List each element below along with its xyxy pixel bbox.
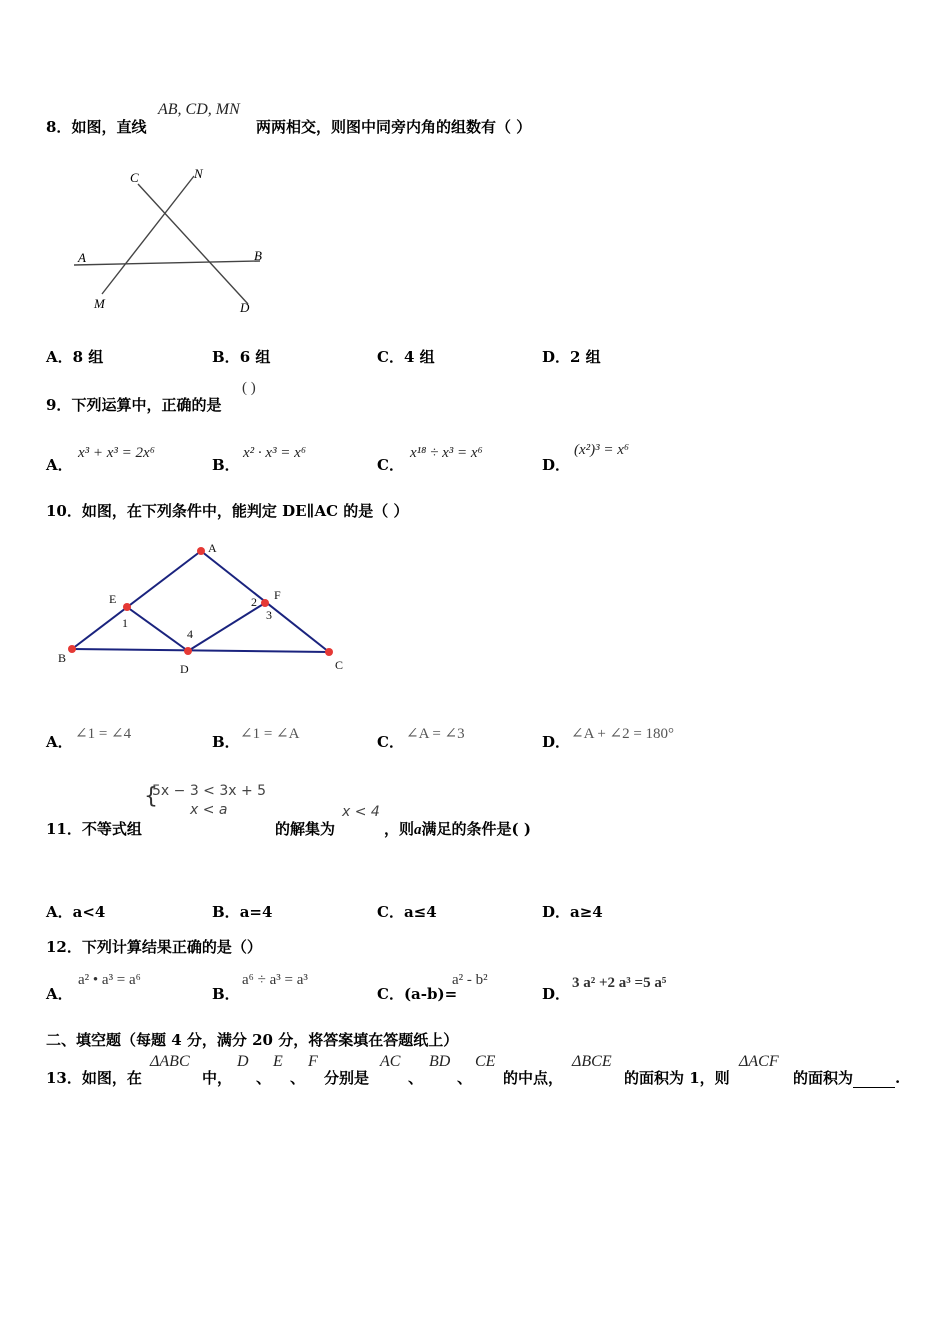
q12-stem: 12．下列计算结果正确的是（） bbox=[46, 938, 262, 956]
q13-triangle-acf: ΔACF bbox=[739, 1053, 779, 1070]
q12-option-b-math[interactable]: a⁶ ÷ a³ = a³ bbox=[242, 972, 308, 988]
q11-option-c[interactable]: C．a≤4 bbox=[377, 903, 437, 921]
q12-option-d-text[interactable]: 3 a² +2 a³ =5 a⁵ bbox=[572, 975, 667, 991]
q11-solution-math: x < 4 bbox=[342, 804, 380, 820]
point-f bbox=[261, 599, 269, 607]
q8-option-c[interactable]: C．4 组 bbox=[377, 348, 435, 366]
line-cd bbox=[138, 184, 248, 304]
q9-paren: ( ) bbox=[242, 380, 256, 396]
q9-option-d-letter[interactable]: D． bbox=[542, 456, 571, 474]
q11-option-b[interactable]: B．a=4 bbox=[212, 903, 273, 921]
q13-segment-ac: AC bbox=[380, 1053, 401, 1070]
q13-stem-start: 13．如图，在 bbox=[46, 1069, 142, 1087]
label-c: C bbox=[130, 170, 139, 185]
q13-triangle-bce: ΔBCE bbox=[572, 1053, 612, 1070]
q9-option-c-math[interactable]: x¹⁸ ÷ x³ = x⁶ bbox=[410, 445, 483, 461]
q11-option-d[interactable]: D．a≥4 bbox=[542, 903, 603, 921]
q12-option-a-letter[interactable]: A． bbox=[46, 985, 73, 1003]
q13-t2: 中， bbox=[202, 1069, 233, 1087]
q11-stem-tail: ，则a满足的条件是( ) bbox=[384, 820, 531, 838]
point-d bbox=[184, 647, 192, 655]
q12-option-d-letter[interactable]: D． bbox=[542, 985, 571, 1003]
label-d: D bbox=[180, 662, 189, 676]
q11-stem: 11．不等式组 bbox=[46, 820, 142, 838]
line-mn bbox=[102, 176, 194, 294]
q9-stem: 9．下列运算中，正确的是 bbox=[46, 396, 222, 414]
q8-stem: 8．如图，直线 bbox=[46, 118, 147, 136]
label-b: B bbox=[254, 248, 262, 263]
q13-point-d: D bbox=[237, 1053, 249, 1070]
q13-triangle-abc: ΔABC bbox=[150, 1053, 190, 1070]
q12-option-b-letter[interactable]: B． bbox=[212, 985, 240, 1003]
q8-lines-math: AB, CD, MN bbox=[158, 101, 240, 118]
q9-option-d-math[interactable]: (x²)³ = x⁶ bbox=[574, 442, 630, 458]
line-ab bbox=[74, 261, 260, 265]
angle-4: 4 bbox=[187, 627, 193, 641]
q9-option-a-math[interactable]: x³ + x³ = 2x⁶ bbox=[78, 445, 155, 461]
q13-segment-bd: BD bbox=[429, 1053, 451, 1070]
q11-system-line2: x < a bbox=[190, 802, 228, 818]
q12-option-c-math[interactable]: a² - b² bbox=[452, 972, 488, 988]
point-a bbox=[197, 547, 205, 555]
section-2-heading: 二、填空题（每题 4 分，满分 20 分，将答案填在答题纸上） bbox=[46, 1031, 459, 1049]
angle-1: 1 bbox=[122, 616, 128, 630]
angle-2: 2 bbox=[251, 595, 257, 609]
label-b: B bbox=[58, 651, 67, 665]
q9-option-a-letter[interactable]: A． bbox=[46, 456, 73, 474]
q11-system-line1: 5x − 3 < 3x + 5 bbox=[152, 783, 267, 799]
q10-option-d-letter[interactable]: D． bbox=[542, 733, 571, 751]
q12-option-c[interactable]: C．(a-b)= bbox=[377, 985, 458, 1003]
segment-ed bbox=[127, 607, 188, 651]
q13-t6: 、 bbox=[408, 1069, 424, 1087]
label-m: M bbox=[94, 296, 105, 311]
q10-option-b-letter[interactable]: B． bbox=[212, 733, 240, 751]
segment-df bbox=[188, 603, 265, 651]
q10-option-a-math[interactable]: ∠1 = ∠4 bbox=[75, 726, 132, 742]
q10-option-a-letter[interactable]: A． bbox=[46, 733, 73, 751]
q10-figure bbox=[55, 538, 355, 678]
q13-answer-blank[interactable] bbox=[853, 1073, 895, 1088]
label-a: A bbox=[208, 541, 217, 555]
q13-point-f: F bbox=[308, 1053, 318, 1070]
q8-option-a[interactable]: A．8 组 bbox=[46, 348, 104, 366]
label-e: E bbox=[109, 592, 117, 606]
segment-ab bbox=[72, 551, 201, 649]
q11-system-brace: { bbox=[144, 784, 158, 809]
point-b bbox=[68, 645, 76, 653]
q13-t4: 、 bbox=[290, 1069, 306, 1087]
q10-option-b-math[interactable]: ∠1 = ∠A bbox=[240, 726, 300, 742]
q8-figure bbox=[60, 160, 290, 320]
q11-option-a[interactable]: A．a<4 bbox=[46, 903, 106, 921]
angle-3: 3 bbox=[266, 608, 272, 622]
q9-option-b-math[interactable]: x² · x³ = x⁶ bbox=[243, 445, 307, 461]
q12-option-a-math[interactable]: a² • a³ = a⁶ bbox=[78, 972, 141, 988]
q10-option-d-math[interactable]: ∠A + ∠2 = 180° bbox=[571, 726, 675, 742]
q13-t10: 的面积为 . bbox=[793, 1069, 901, 1087]
q13-t7: 、 bbox=[457, 1069, 473, 1087]
point-c bbox=[325, 648, 333, 656]
label-f: F bbox=[274, 588, 281, 602]
q10-option-c-math[interactable]: ∠A = ∠3 bbox=[406, 726, 465, 742]
q13-t3: 、 bbox=[256, 1069, 272, 1087]
q9-option-c-letter[interactable]: C． bbox=[377, 456, 404, 474]
label-n: N bbox=[194, 166, 203, 181]
point-e bbox=[123, 603, 131, 611]
q13-point-e: E bbox=[273, 1053, 283, 1070]
label-c: C bbox=[335, 658, 344, 672]
q10-option-c-letter[interactable]: C． bbox=[377, 733, 404, 751]
label-a: A bbox=[78, 250, 86, 265]
q13-segment-ce: CE bbox=[475, 1053, 496, 1070]
q9-option-b-letter[interactable]: B． bbox=[212, 456, 240, 474]
q8-option-d[interactable]: D．2 组 bbox=[542, 348, 601, 366]
q11-stem-mid: 的解集为 bbox=[275, 820, 336, 838]
q8-option-b[interactable]: B．6 组 bbox=[212, 348, 271, 366]
q10-stem: 10．如图，在下列条件中，能判定 DE∥AC 的是（ ） bbox=[46, 502, 409, 520]
q8-stem-tail: 两两相交，则图中同旁内角的组数有（ ） bbox=[256, 118, 532, 136]
label-d: D bbox=[240, 300, 250, 315]
q13-t9: 的面积为 1，则 bbox=[624, 1069, 730, 1087]
q13-t8: 的中点， bbox=[503, 1069, 564, 1087]
segment-bc bbox=[72, 649, 329, 652]
q13-t5: 分别是 bbox=[324, 1069, 370, 1087]
